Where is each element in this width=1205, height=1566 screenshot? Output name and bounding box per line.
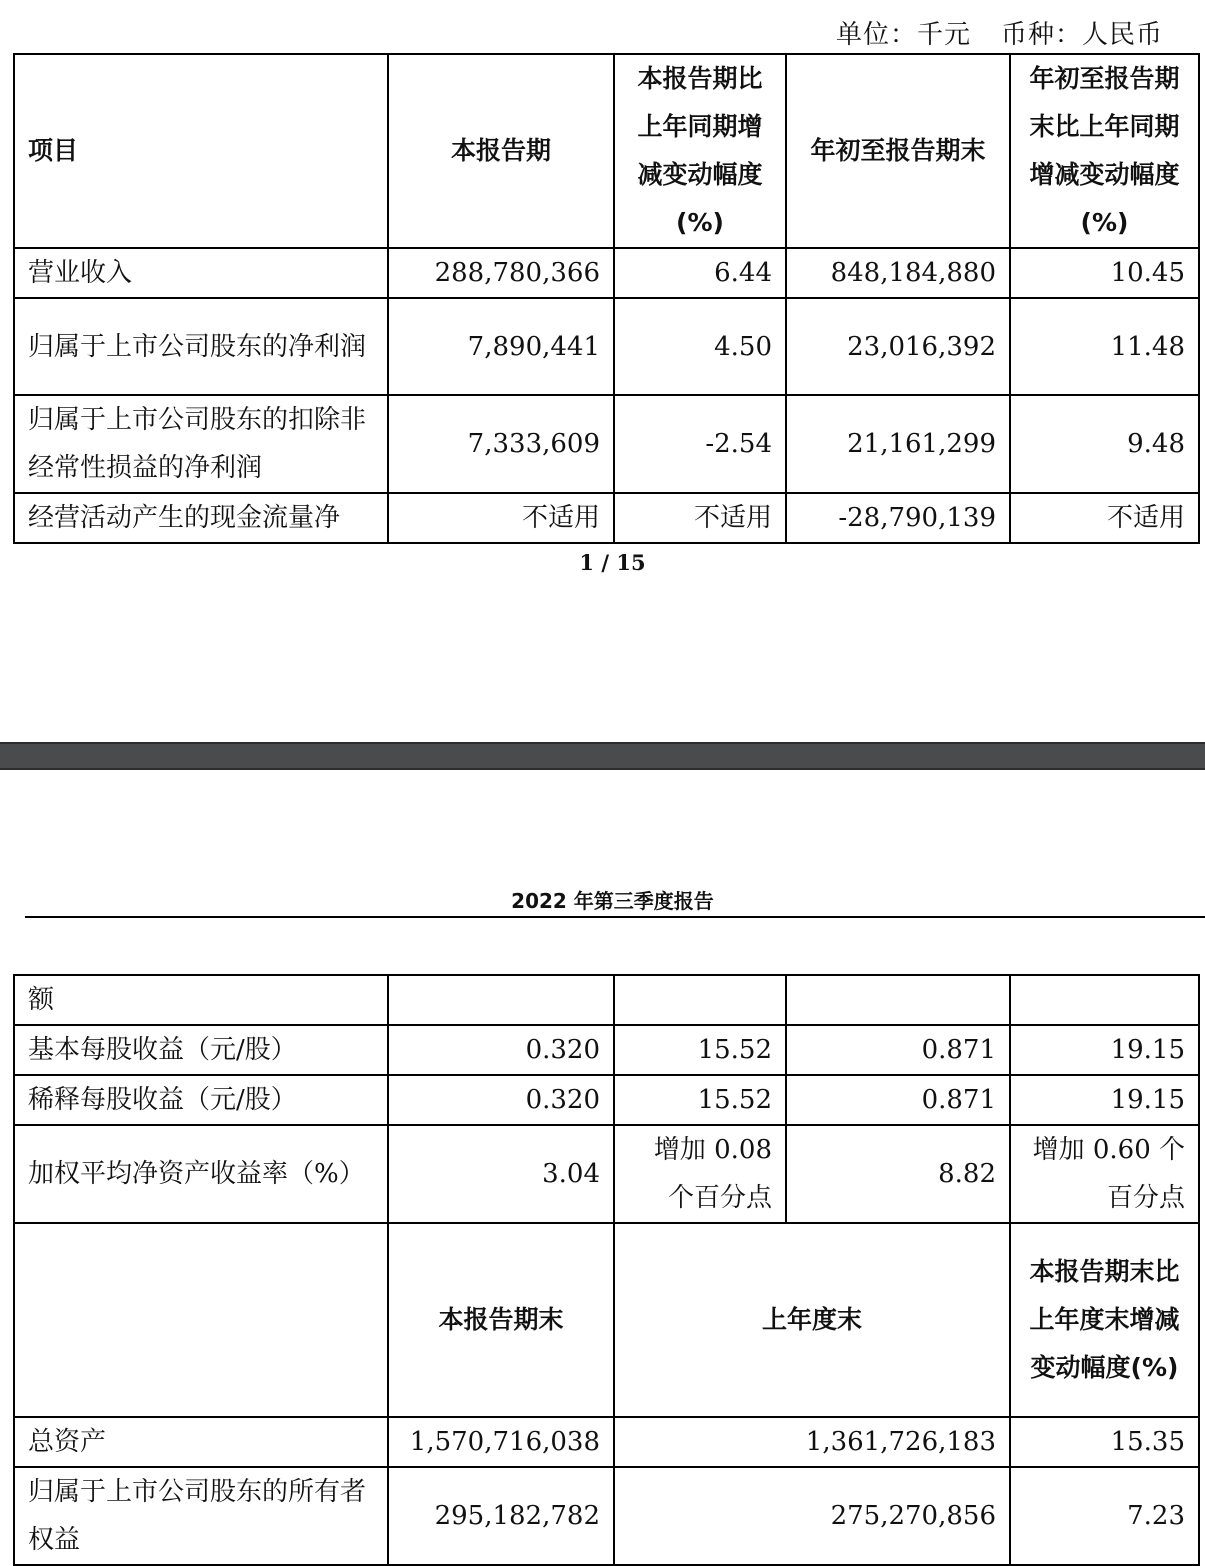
cell-value: 0.871 <box>786 1025 1010 1075</box>
table-header-row <box>14 54 1199 248</box>
cell-value: 19.15 <box>1010 1025 1199 1075</box>
cell-value: 21,161,299 <box>786 395 1010 493</box>
row-label: 加权平均净资产收益率（%） <box>14 1125 388 1223</box>
table-row <box>14 1417 1199 1467</box>
cell-value: 0.320 <box>388 1025 614 1075</box>
cell-value: 8.82 <box>786 1125 1010 1223</box>
table-row <box>14 975 1199 1025</box>
row-label: 额 <box>14 975 388 1025</box>
cell-value: 6.44 <box>614 248 786 298</box>
cell-value: 275,270,856 <box>614 1467 1010 1565</box>
cell-value: 288,780,366 <box>388 248 614 298</box>
cell-value: 增加 0.08 个百分点 <box>614 1125 786 1223</box>
cell-value <box>1010 975 1199 1025</box>
table-row <box>14 395 1199 493</box>
cell-value <box>388 975 614 1025</box>
cell-value: 7.23 <box>1010 1467 1199 1565</box>
cell-value: 不适用 <box>614 493 786 543</box>
report-title: 2022 年第三季度报告 <box>511 889 714 913</box>
row-label: 经营活动产生的现金流量净 <box>14 493 388 543</box>
cell-value: 0.320 <box>388 1075 614 1125</box>
row-label: 稀释每股收益（元/股） <box>14 1075 388 1125</box>
table-row <box>14 248 1199 298</box>
header-period-end-change: 本报告期末比上年度末增减变动幅度(%) <box>1010 1223 1199 1417</box>
cell-value: 19.15 <box>1010 1075 1199 1125</box>
table-row <box>14 1125 1199 1223</box>
cell-value: 0.871 <box>786 1075 1010 1125</box>
cell-value: 1,361,726,183 <box>614 1417 1010 1467</box>
table-row <box>14 1025 1199 1075</box>
cell-value: 7,333,609 <box>388 395 614 493</box>
cell-value: 不适用 <box>1010 493 1199 543</box>
table-row <box>14 298 1199 395</box>
cell-value: 848,184,880 <box>786 248 1010 298</box>
page-separator <box>0 742 1205 770</box>
cell-value: 15.35 <box>1010 1417 1199 1467</box>
header-item: 项目 <box>14 54 388 248</box>
cell-value: 7,890,441 <box>388 298 614 395</box>
currency-label: 币种：人民币 <box>1000 20 1163 50</box>
row-label: 归属于上市公司股东的所有者权益 <box>14 1467 388 1565</box>
header-prior-year-end: 上年度末 <box>614 1223 1010 1417</box>
cell-value <box>614 975 786 1025</box>
header-period-end: 本报告期末 <box>388 1223 614 1417</box>
cell-value: 4.50 <box>614 298 786 395</box>
cell-value: 1,570,716,038 <box>388 1417 614 1467</box>
cell-value <box>786 975 1010 1025</box>
table-row <box>14 1075 1199 1125</box>
header-ytd: 年初至报告期末 <box>786 54 1010 248</box>
unit-line <box>836 14 1163 51</box>
unit-label: 单位：千元 <box>835 20 971 50</box>
row-label: 归属于上市公司股东的扣除非经常性损益的净利润 <box>14 395 388 493</box>
row-label: 基本每股收益（元/股） <box>14 1025 388 1075</box>
header-current-period-change: 本报告期比上年同期增减变动幅度(%) <box>614 54 786 248</box>
row-label: 总资产 <box>14 1417 388 1467</box>
cell-value: -2.54 <box>614 395 786 493</box>
cell-value: 增加 0.60 个百分点 <box>1010 1125 1199 1223</box>
cell-value: 295,182,782 <box>388 1467 614 1565</box>
financial-table-bottom <box>13 974 1200 1566</box>
cell-value: 11.48 <box>1010 298 1199 395</box>
cell-value: 3.04 <box>388 1125 614 1223</box>
header-current-period: 本报告期 <box>388 54 614 248</box>
cell-value: 不适用 <box>388 493 614 543</box>
cell-value: -28,790,139 <box>786 493 1010 543</box>
financial-table-top <box>13 53 1200 544</box>
cell-value: 23,016,392 <box>786 298 1010 395</box>
header-ytd-change: 年初至报告期末比上年同期增减变动幅度(%) <box>1010 54 1199 248</box>
row-label: 营业收入 <box>14 248 388 298</box>
page-number: 1 / 15 <box>579 550 646 575</box>
table-row <box>14 1467 1199 1565</box>
row-label: 归属于上市公司股东的净利润 <box>14 298 388 395</box>
header-blank <box>14 1223 388 1417</box>
cell-value: 15.52 <box>614 1025 786 1075</box>
table-header-row <box>14 1223 1199 1417</box>
cell-value: 15.52 <box>614 1075 786 1125</box>
table-row <box>14 493 1199 543</box>
cell-value: 10.45 <box>1010 248 1199 298</box>
header-rule <box>25 916 1205 918</box>
cell-value: 9.48 <box>1010 395 1199 493</box>
